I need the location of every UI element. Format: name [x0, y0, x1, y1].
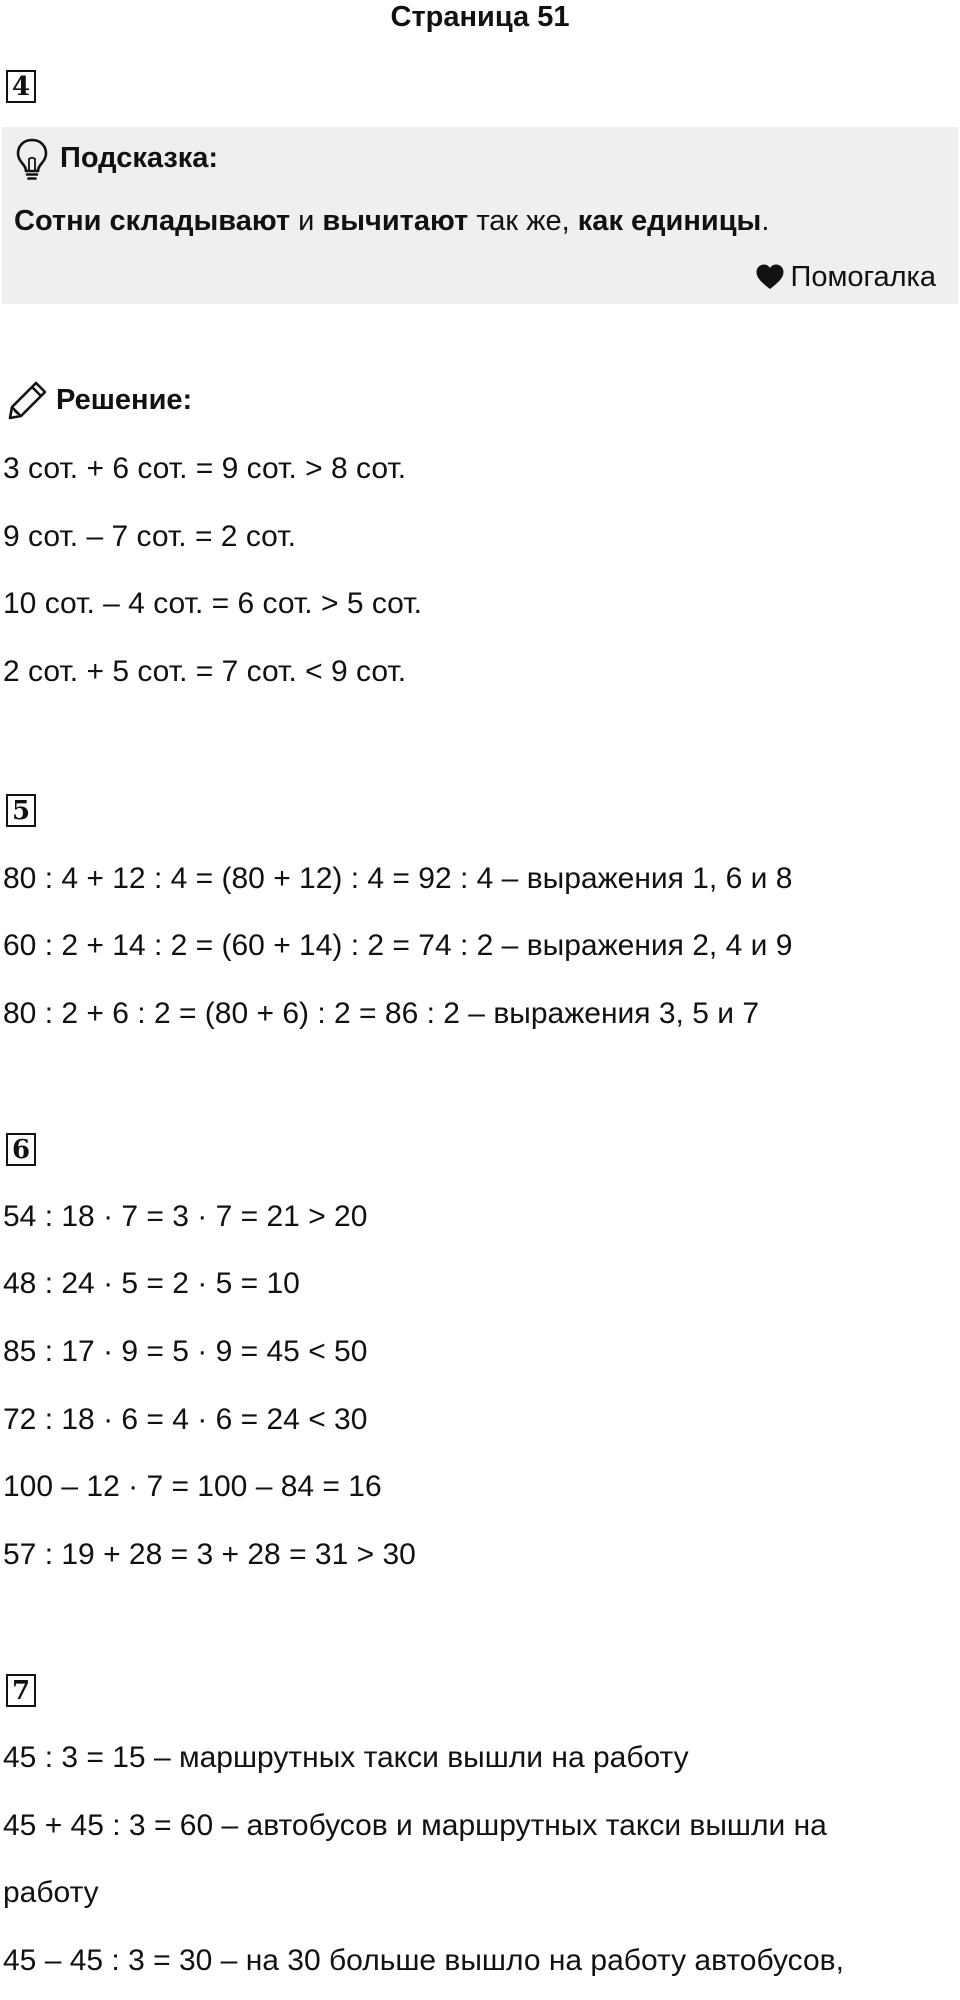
task4-line: 10 сот. – 4 сот. = 6 сот. > 5 сот. [3, 587, 422, 620]
task6-line: 100 – 12 · 7 = 100 – 84 = 16 [3, 1470, 382, 1503]
task6-line: 72 : 18 · 6 = 4 · 6 = 24 < 30 [3, 1403, 368, 1436]
task-number-5: 5 [6, 794, 36, 827]
hint-text-bold-1: Сотни складывают [14, 205, 291, 237]
task7-line: 45 – 45 : 3 = 30 – на 30 больше вышло на работу автобусов, [3, 1944, 844, 1977]
task7-line: 45 + 45 : 3 = 60 – автобусов и маршрутных такси вышли на [3, 1809, 827, 1842]
hint-title: Подсказка: [60, 142, 219, 174]
task6-line: 54 : 18 · 7 = 3 · 7 = 21 > 20 [3, 1200, 368, 1233]
helper-badge[interactable] [755, 257, 936, 297]
heart-icon [755, 263, 785, 291]
hint-text-bold-3: как единицы [577, 205, 762, 237]
task5-line: 80 : 2 + 6 : 2 = (80 + 6) : 2 = 86 : 2 – выражения 3, 5 и 7 [3, 997, 760, 1030]
hint-text [14, 199, 769, 243]
task-number-7: 7 [6, 1674, 36, 1707]
task7-line: работу [3, 1876, 99, 1909]
hint-text-plain-2: так же, [468, 205, 578, 237]
task7-line: 45 : 3 = 15 – маршрутных такси вышли на работу [3, 1741, 689, 1774]
task-number-6: 6 [6, 1133, 36, 1166]
solution-label: Решение: [56, 384, 193, 416]
hint-text-bold-2: вычитают [322, 205, 469, 237]
task5-line: 80 : 4 + 12 : 4 = (80 + 12) : 4 = 92 : 4 – выражения 1, 6 и 8 [3, 862, 793, 895]
lightbulb-icon [14, 137, 50, 181]
hint-text-plain-3: . [761, 205, 770, 237]
task4-line: 9 сот. – 7 сот. = 2 сот. [3, 520, 296, 553]
pencil-icon [6, 378, 50, 422]
hint-box [2, 127, 958, 304]
task6-line: 85 : 17 · 9 = 5 · 9 = 45 < 50 [3, 1335, 368, 1368]
helper-badge-label: Помогалка [790, 261, 936, 293]
hint-text-plain-1: и [290, 205, 323, 237]
task6-line: 48 : 24 · 5 = 2 · 5 = 10 [3, 1267, 300, 1300]
task5-line: 60 : 2 + 14 : 2 = (60 + 14) : 2 = 74 : 2 – выражения 2, 4 и 9 [3, 929, 793, 962]
solution-heading [6, 376, 192, 424]
task6-line: 57 : 19 + 28 = 3 + 28 = 31 > 30 [3, 1538, 416, 1571]
task4-line: 2 сот. + 5 сот. = 7 сот. < 9 сот. [3, 655, 407, 688]
page-title: Страница 51 [390, 1, 570, 33]
task-number-4: 4 [6, 70, 36, 103]
task4-line: 3 сот. + 6 сот. = 9 сот. > 8 сот. [3, 452, 407, 485]
